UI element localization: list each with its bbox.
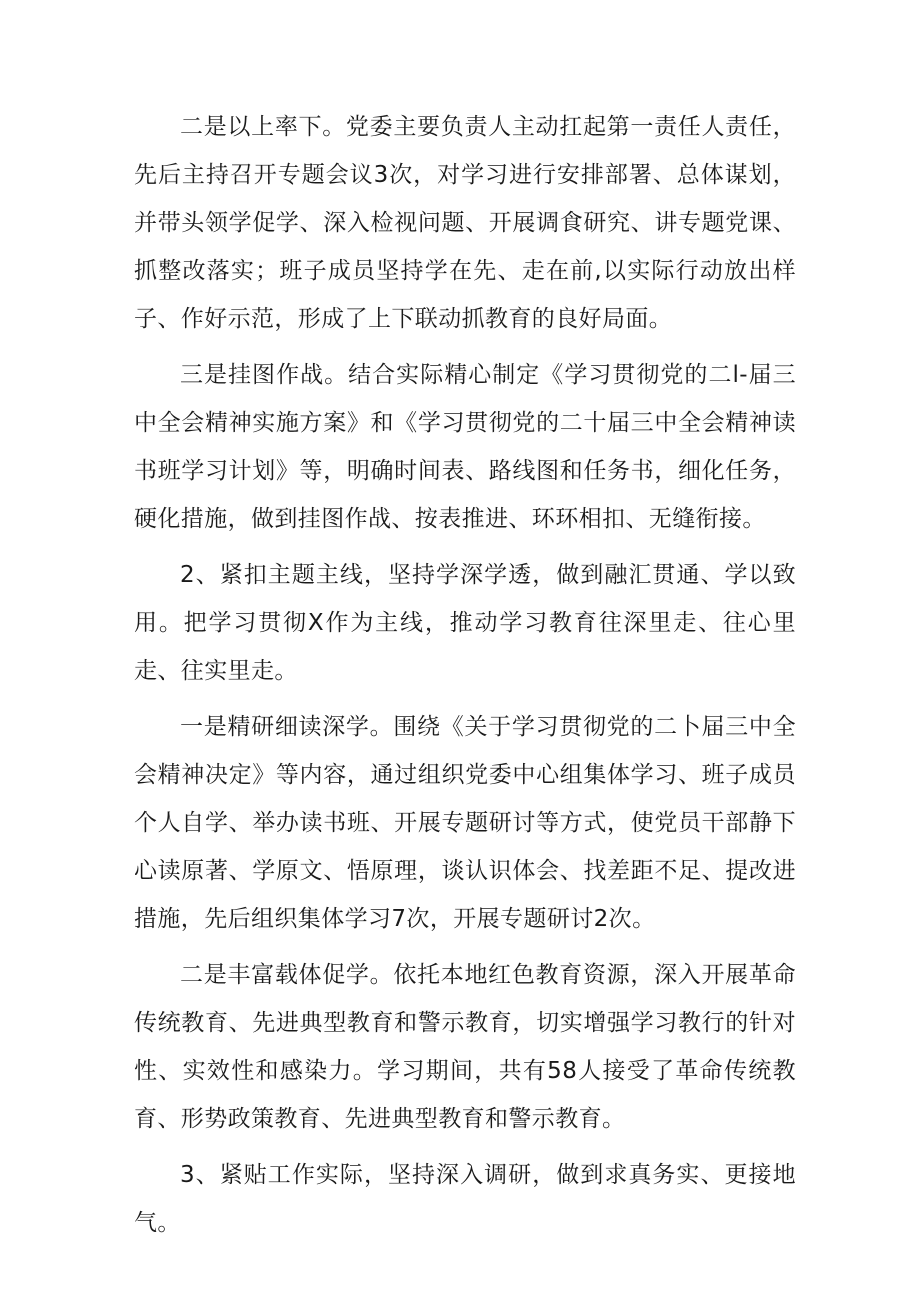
paragraph-battle-map: 三是挂图作战。结合实际精心制定《学习贯彻党的二l-届三中全会精神实施方案》和《学习贯彻党的二十届三中全会精神读书班学习计划》等，明确时间表、路线图和任务书，细化任务，硬化措施，做到挂图作战、按表推进、环环相扣、无缝衔接。: [134, 362, 796, 532]
paragraph-main-theme: 2、紧扣主题主线，坚持学深学透，做到融汇贯通、学以致用。把学习贯彻X作为主线，推动学习教育往深里走、往心里走、往实里走。: [134, 562, 796, 684]
paragraph-work-practice: 3、紧贴工作实际，坚持深入调研，做到求真务实、更接地气。: [134, 1162, 796, 1236]
paragraph-lead-by-example: 二是以上率下。党委主要负责人主动扛起第一责任人责任，先后主持召开专题会议3次，对学习进行安排部署、总体谋划，并带头领学促学、深入检视问题、开展调食研究、讲专题党课、抓整改落实；班子成员坚持学在先、走在前,以实际行动放出样子、作好示范，形成了上下联动抓教育的良好局面。: [134, 114, 796, 332]
paragraph-rich-carriers: 二是丰富载体促学。依托本地红色教育资源，深入开展革命传统教育、先进典型教育和警示教育，切实增强学习教行的针对性、实效性和感染力。学习期间，共有58人接受了革命传统教育、形势政策教育、先进典型教育和警示教育。: [134, 962, 796, 1132]
paragraph-intensive-study: 一是精研细读深学。围绕《关于学习贯彻党的二卜届三中全会精神决定》等内容，通过组织党委中心组集体学习、班子成员个人自学、举办读书班、开展专题研讨等方式，使党员干部静下心读原著、学原文、悟原理，谈认识体会、找差距不足、提改进措施，先后组织集体学习7次，开展专题研讨2次。: [134, 714, 796, 932]
document-body: [134, 103, 796, 1255]
